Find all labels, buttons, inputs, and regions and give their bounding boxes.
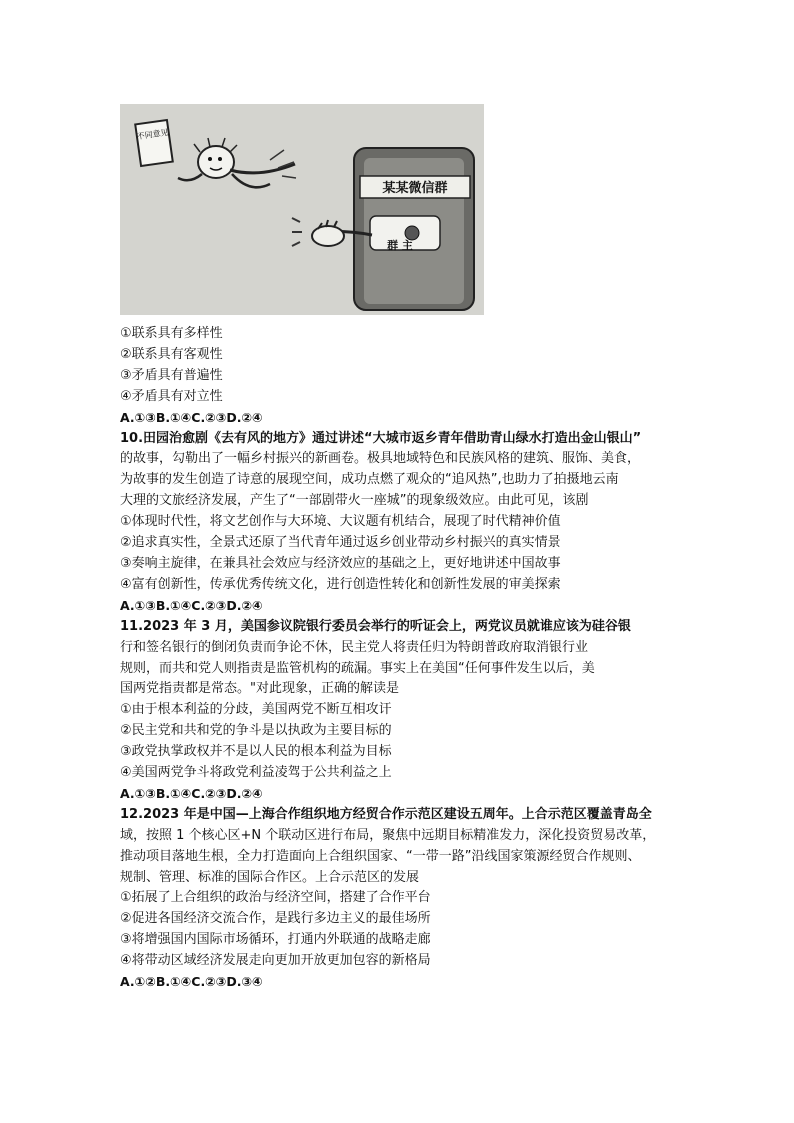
phone-shape bbox=[354, 148, 474, 310]
option-line: ④富有创新性，传承优秀传统文化，进行创造性转化和创新性发展的审美探索 bbox=[120, 576, 561, 592]
question-stem-line: 推动项目落地生根，全力打造面向上合组织国家、“一带一路”沿线国家策源经贸合作规则、 bbox=[120, 848, 641, 864]
option-line: ④将带动区域经济发展走向更加开放更加包容的新格局 bbox=[120, 953, 431, 969]
group-name-label: 某某微信群 bbox=[382, 181, 448, 196]
option-line: ②追求真实性，全景式还原了当代青年通过返乡创业带动乡村振兴的真实情景 bbox=[120, 535, 561, 551]
option-line: ②民主党和共和党的争斗是以执政为主要目标的 bbox=[120, 723, 392, 739]
question-stem-line: 11.2023 年 3 月，美国参议院银行委员会举行的听证会上，两党议员就谁应该为硅谷银 bbox=[120, 618, 631, 634]
question-stem-line: 国两党指责都是常态。"对此现象，正确的解读是 bbox=[120, 681, 399, 697]
question-stem-line: 10.田园治愈剧《去有风的地方》通过讲述“大城市返乡青年借助青山绿水打造出金山银山” bbox=[120, 430, 642, 446]
option-line: ④矛盾具有对立性 bbox=[120, 388, 223, 404]
question-stem-line: 规则，而共和党人则指责是监管机构的疏漏。事实上在美国“任何事件发生以后，美 bbox=[120, 660, 595, 676]
question-stem-line: 为故事的发生创造了诗意的展现空间，成功点燃了观众的“追风热”,也助力了拍摄地云南 bbox=[120, 472, 619, 488]
option-line: ②促进各国经济交流合作，是践行多边主义的最佳场所 bbox=[120, 911, 431, 927]
question-stem-line: 的故事，勾勒出了一幅乡村振兴的新画卷。极具地域特色和民族风格的建筑、服饰、美食， bbox=[120, 451, 641, 467]
answer-choices: A.①②B.①④C.②③D.③④ bbox=[120, 974, 263, 990]
answer-choices: A.①③B.①④C.②③D.②④ bbox=[120, 597, 263, 613]
option-line: ③将增强国内国际市场循环，打通内外联通的战略走廊 bbox=[120, 932, 431, 948]
question-9 bbox=[120, 324, 690, 429]
option-line: ①由于根本利益的分歧，美国两党不断互相攻讦 bbox=[120, 702, 392, 718]
question-stem-line: 12.2023 年是中国—上海合作组织地方经贸合作示范区建设五周年。上合示范区覆盖青岛全 bbox=[120, 806, 652, 822]
question-stem-line: 规制、管理、标准的国际合作区。上合示范区的发展 bbox=[120, 869, 420, 885]
question-12 bbox=[120, 805, 690, 993]
option-line: ②联系具有客观性 bbox=[120, 346, 223, 362]
option-line: ①联系具有多样性 bbox=[120, 326, 223, 341]
option-line: ③政党执掌政权并不是以人民的根本利益为目标 bbox=[120, 744, 392, 760]
option-line: ①拓展了上合组织的政治与经济空间，搭建了合作平台 bbox=[120, 890, 431, 906]
option-line: ④美国两党争斗将政党利益凌驾于公共利益之上 bbox=[120, 765, 392, 781]
cartoon-drawing bbox=[120, 104, 484, 315]
option-line: ③矛盾具有普遍性 bbox=[120, 367, 223, 383]
question-stem-line: 大理的文旅经济发展，产生了“一部剧带火一座城”的现象级效应。由此可见，该剧 bbox=[120, 493, 589, 509]
question-stem-line: 域，按照 1 个核心区+N 个联动区进行布局，聚焦中远期目标精准发力，深化投资贸易改革， bbox=[120, 827, 656, 843]
owner-tag-label: 群 主 bbox=[387, 239, 413, 252]
option-line: ③奏响主旋律，在兼具社会效应与经济效应的基础之上，更好地讲述中国故事 bbox=[120, 555, 561, 571]
paper-sign bbox=[135, 120, 173, 166]
cartoon-image bbox=[120, 104, 484, 315]
question-stem-line: 行和签名银行的倒闭负责而争论不休，民主党人将责任归为特朗普政府取消银行业 bbox=[120, 639, 589, 655]
answer-choices: A.①③B.①④C.②③D.②④ bbox=[120, 785, 263, 801]
question-10 bbox=[120, 429, 690, 617]
option-line: ①体现时代性，将文艺创作与大环境、大议题有机结合，展现了时代精神价值 bbox=[120, 514, 561, 530]
question-content bbox=[120, 324, 690, 993]
question-11 bbox=[120, 617, 690, 805]
answer-choices: A.①③B.①④C.②③D.②④ bbox=[120, 409, 263, 425]
paper-sign-label: 不同意见 bbox=[136, 127, 170, 142]
